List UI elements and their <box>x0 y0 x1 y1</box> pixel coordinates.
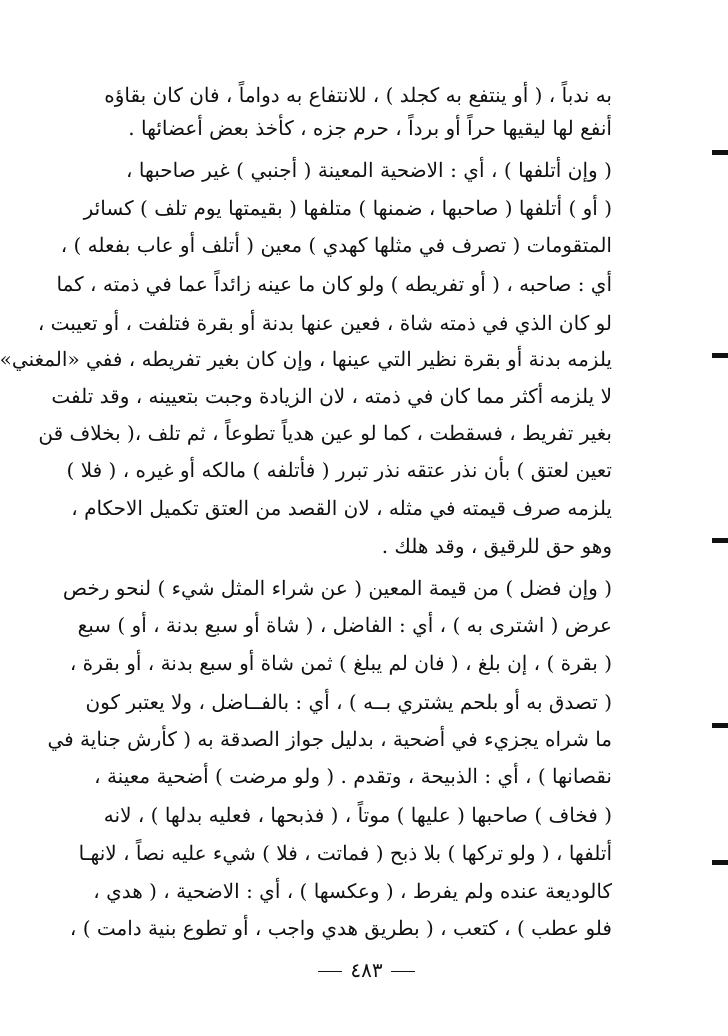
text-line: به ندباً ، ( أو ينتفع به كجلد ) ، للانتفاع به دواماً ، فان كان بقاؤه <box>104 83 612 107</box>
text-line: نقصانها ) ، أي : الذبيحة ، وتقدم . ( ولو مرضت ) أضحية معينة ، <box>94 764 612 788</box>
text-line: ( بقرة ) ، إن بلغ ، ( فان لم يبلغ ) ثمن شاة أو سبع بدنة ، أو بقرة ، <box>69 651 612 675</box>
text-line: كالوديعة عنده ولم يفرط ، ( وعكسها ) ، أي : الاضحية ، ( هدي ، <box>93 879 612 903</box>
text-line: ( أو ) أتلفها ( صاحبها ، ضمنها ) متلفها ( بقيمتها يوم تلف ) كسائر <box>83 196 612 220</box>
text-line: فلو عطب ) ، كتعب ، ( بطريق هدي واجب ، أو تطوع بنية دامت ) ، <box>69 916 612 940</box>
text-line: ( تصدق به أو بلحم يشتري بــه ) ، أي : بالفــاضل ، ولا يعتبر كون <box>85 690 612 714</box>
edge-mark <box>712 860 728 865</box>
text-line: ما شراه يجزيء في أضحية ، بدليل جواز الصدقة به ( كأرش جناية في <box>47 727 612 751</box>
page-number-dash <box>391 971 415 972</box>
text-line: يلزمه صرف قيمته في مثله ، لان القصد من العتق تكميل الاحكام ، <box>71 496 612 520</box>
text-line: أي : صاحبه ، ( أو تفريطه ) ولو كان ما عينه زائداً عما في ذمته ، كما <box>56 272 612 296</box>
text-line: لا يلزمه أكثر مما كان في ذمته ، لان الزيادة وجبت بتعيينه ، وقد تلفت <box>51 384 612 408</box>
text-line: ( فخاف ) صاحبها ( عليها ) موتاً ، ( فذبحها ، فعليه بدلها ) ، لانه <box>103 803 612 827</box>
text-line: ( وإن فضل ) من قيمة المعين ( عن شراء المثل شيء ) لنحو رخص <box>62 576 612 600</box>
text-line: وهو حق للرقيق ، وقد هلك . <box>381 534 612 558</box>
edge-mark <box>712 150 728 155</box>
text-line: ( وإن أتلفها ) ، أي : الاضحية المعينة ( أجنبي ) غير صاحبها ، <box>126 158 612 182</box>
edge-mark <box>712 353 728 358</box>
text-line: يلزمه بدنة أو بقرة نظير التي عينها ، وإن كان بغير تفريطه ، ففي «المغني» <box>0 347 612 371</box>
page-number-text: ٤٨٣ <box>350 958 383 982</box>
text-line: المتقومات ( تصرف في مثلها كهدي ) معين ( أتلف أو عاب بفعله ) ، <box>60 233 612 257</box>
text-line: أتلفها ، ( ولو تركها ) بلا ذبح ( فماتت ، فلا ) شيء عليه نصاً ، لانهـا <box>78 841 612 865</box>
page-number <box>5 957 728 983</box>
text-line: أنفع لها ليقيها حراً أو برداً ، حرم جزه ، كأخذ بعض أعضائها . <box>128 116 612 140</box>
text-line: بغير تفريط ، فسقطت ، كما لو عين هدياً تطوعاً ، ثم تلف ،( بخلاف قن <box>38 421 612 445</box>
text-line: لو كان الذي في ذمته شاة ، فعين عنها بدنة أو بقرة فتلفت ، أو تعيبت ، <box>37 311 612 335</box>
text-line: عرض ( اشترى به ) ، أي : الفاضل ، ( شاة أو سبع بدنة ، أو ) سبع <box>77 613 612 637</box>
text-line: تعين لعتق ) بأن نذر عتقه نذر تبرر ( فأتلفه ) مالكه أو غيره ، ( فلا ) <box>66 458 612 482</box>
page-number-dash <box>318 971 342 972</box>
edge-mark <box>712 723 728 728</box>
edge-mark <box>712 538 728 543</box>
